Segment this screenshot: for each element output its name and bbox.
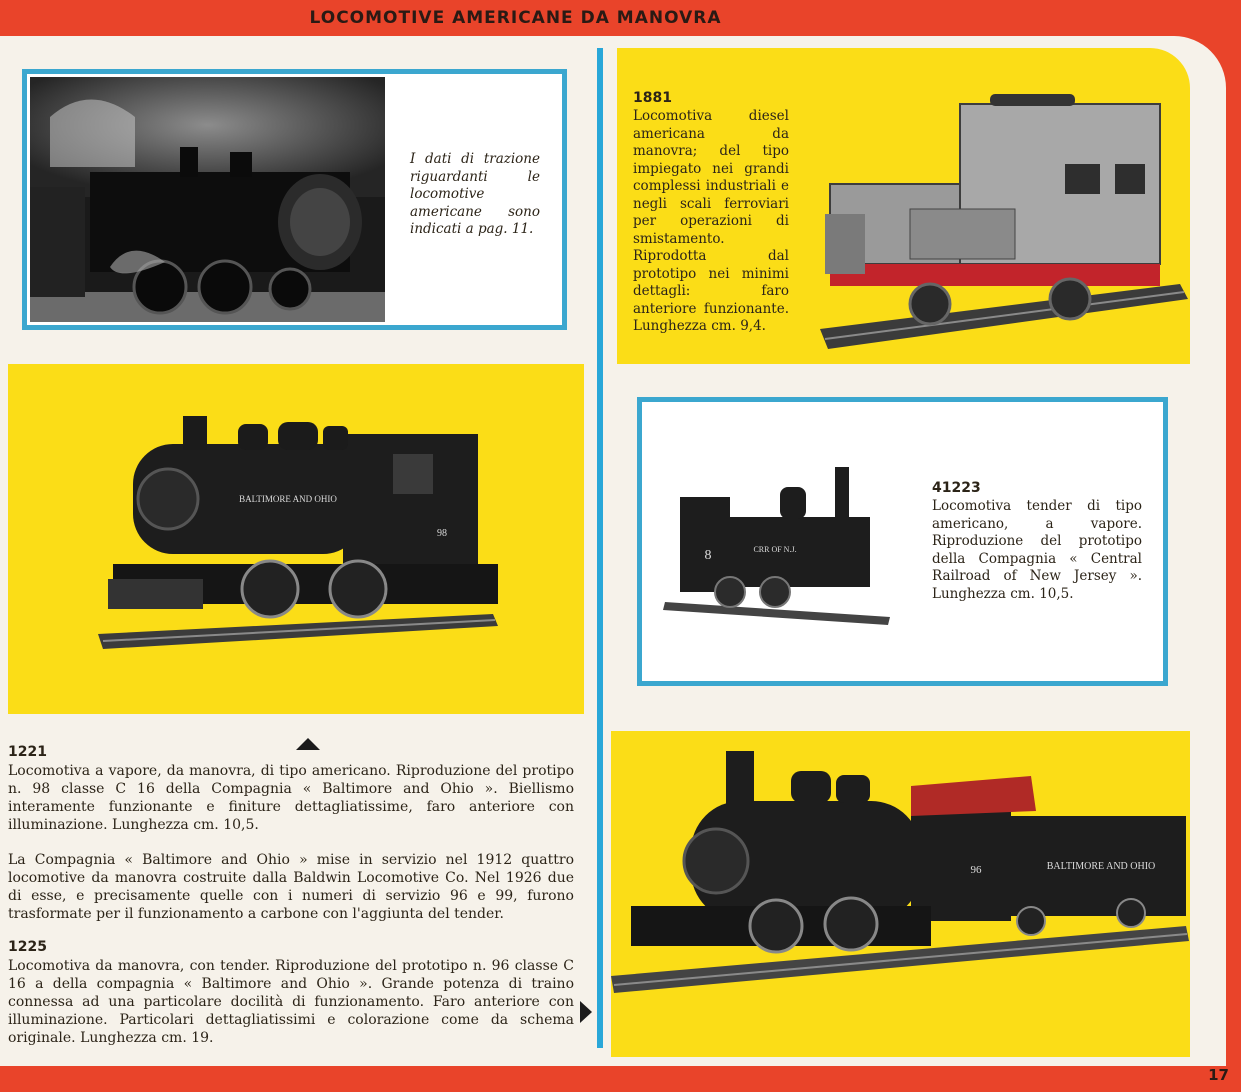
item-description: Locomotiva da manovra, con tender. Riproduzione del prototipo n. 96 classe C 16 a della compagnia « Baltimore and Ohio ». Grande potenza di traino connessa ad una particolare docilità di funzionamento. Faro anteriore con illuminazione. Particolari dettagliatissimi e colorazione come da schema originale. Lunghezza cm. 19. <box>8 958 574 1046</box>
item-description: Locomotiva tender di tipo americano, a vapore. Riproduzione del prototipo della Compagnia « Central Railroad of New Jersey ». Lunghezza cm. 10,5. <box>932 498 1142 602</box>
item-code: 1881 <box>633 90 672 106</box>
panel-1225 <box>611 731 1190 1057</box>
locomotive-1225-illustration <box>611 731 1190 1057</box>
page-header <box>0 0 1241 36</box>
page-number: 17 <box>1208 1066 1229 1084</box>
item-1881-text <box>633 90 789 336</box>
item-description: Locomotiva diesel americana da manovra; del tipo impiegato nei grandi complessi industriali e negli scali ferroviari per operazioni di smistamento. Riprodotta dal prototipo nei minimi dettagli: faro anteriore funzionante. Lunghezza cm. 9,4. <box>633 108 789 334</box>
page-title: LOCOMOTIVE AMERICANE DA MANOVRA <box>309 8 722 28</box>
loco-name-marking: BALTIMORE AND OHIO <box>1046 861 1156 872</box>
item-code: 1221 <box>8 744 47 760</box>
locomotive-photo <box>30 77 385 322</box>
photo-frame <box>22 69 567 330</box>
panel-1221 <box>8 364 584 714</box>
text-column-left <box>8 744 574 1047</box>
item-41223-text <box>932 480 1142 603</box>
loco-name-marking: BALTIMORE AND OHIO <box>239 494 337 504</box>
item-description: Locomotiva a vapore, da manovra, di tipo americano. Riproduzione del protipo n. 98 classe C 16 della Compagnia « Baltimore and Ohio ». Biellismo interamente funzionante e finiture dettagliatissime, faro anteriore con illuminazione. Lunghezza cm. 10,5. <box>8 763 574 833</box>
photo-caption: I dati di trazione riguardanti le locomotive americane sono indicati a pag. 11. <box>410 151 540 237</box>
locomotive-1221-illustration <box>8 364 584 714</box>
locomotive-41223-illustration <box>660 467 900 627</box>
panel-1881 <box>617 48 1190 364</box>
loco-number-marking: 96 <box>970 864 982 876</box>
column-divider <box>597 48 603 1048</box>
item-code: 1225 <box>8 939 47 955</box>
panel-41223 <box>637 397 1168 686</box>
loco-number-marking: 8 <box>704 548 712 563</box>
locomotive-1881-illustration <box>810 74 1190 364</box>
item-code: 41223 <box>932 480 981 496</box>
history-text: La Compagnia « Baltimore and Ohio » mise in servizio nel 1912 quattro locomotive da manovra costruite dalla Baldwin Locomotive Co. Nel 1926 due di esse, e precisamente quelle con i numeri di servizio 96 e 99, furono trasformate per il funzionamento a carbone con l'aggiunta del tender. <box>8 852 574 922</box>
pointer-right-icon <box>580 1001 592 1023</box>
loco-number-marking: 98 <box>437 528 447 539</box>
loco-name-marking: CRR OF N.J. <box>753 545 797 554</box>
